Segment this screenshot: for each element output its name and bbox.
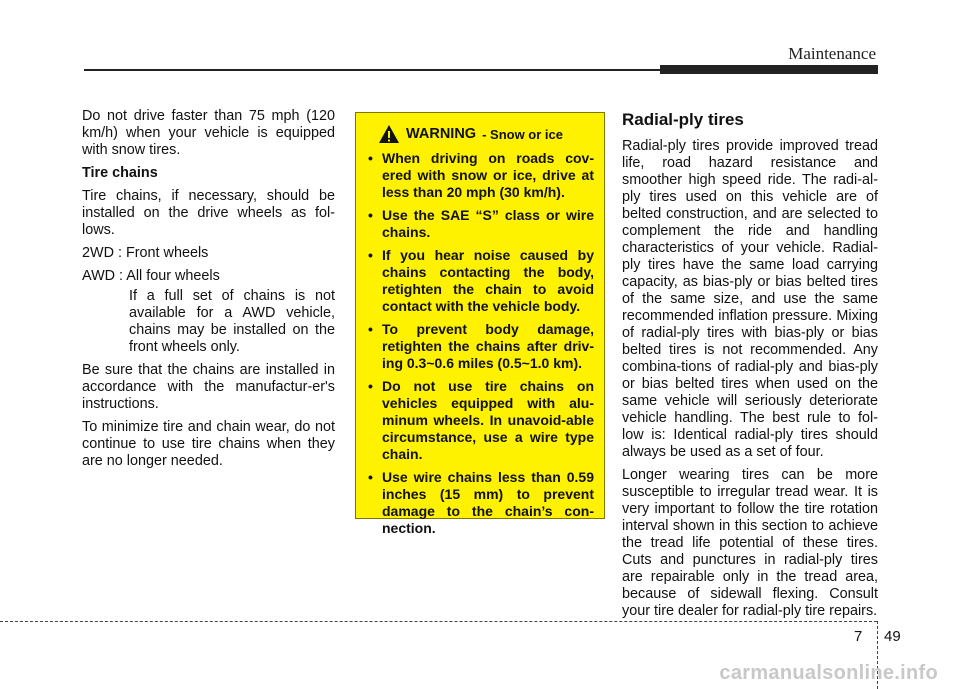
warning-list bbox=[366, 150, 594, 537]
header-bar bbox=[660, 65, 878, 74]
warning-header bbox=[378, 124, 594, 144]
warning-item: • Use the SAE “S” class or wire chains. bbox=[366, 207, 594, 241]
2wd-text: 2WD : Front wheels bbox=[82, 245, 209, 261]
awd-note: If a full set of chains is not available for a AWD vehicle, chains may be installed on the front wheels only. bbox=[129, 288, 335, 355]
tire-chains-text: Tire chains, if necessary, should be installed on the drive wheels as fol-lows. bbox=[82, 188, 335, 238]
chain-wear-text: To minimize tire and chain wear, do not continue to use tire chains when they are no longer needed. bbox=[82, 419, 335, 469]
warning-item: • When driving on roads cov-ered with snow or ice, drive at less than 20 mph (30 km/h). bbox=[366, 150, 594, 201]
header-title: Maintenance bbox=[788, 44, 876, 63]
warning-box bbox=[355, 112, 605, 536]
warning-title: WARNING bbox=[406, 126, 477, 142]
page-number: 49 bbox=[884, 628, 901, 645]
warning-subtitle: - Snow or ice bbox=[482, 126, 563, 142]
warning-item: • Use wire chains less than 0.59 inches (15 mm) to prevent damage to the chain’s con-nection. bbox=[366, 469, 594, 537]
left-column bbox=[82, 108, 335, 476]
warning-item: • To prevent body damage, retighten the chains after driv-ing 0.3~0.6 miles (0.5~1.0 km). bbox=[366, 321, 594, 372]
install-instructions-text: Be sure that the chains are installed in accordance with the manufactur-er's instructions. bbox=[82, 362, 335, 412]
awd-text: AWD : All four wheels bbox=[82, 268, 220, 284]
right-column bbox=[622, 108, 878, 626]
tire-chains-heading: Tire chains bbox=[82, 165, 158, 181]
snow-tire-speed-text: Do not drive faster than 75 mph (120 km/h) when your vehicle is equipped with snow tires. bbox=[82, 108, 335, 158]
warning-item: • If you hear noise caused by chains contacting the body, retighten the chain to avoid contact with the vehicle body. bbox=[366, 247, 594, 315]
watermark: carmanualsonline.info bbox=[719, 662, 938, 684]
warning-triangle-icon bbox=[378, 124, 400, 144]
tire-wear-text: Longer wearing tires can be more susceptible to irregular tread wear. It is very important to follow the tire rotation interval shown in this section to achieve the tread life potential of these tires. Cuts and punctures in radial-ply tires are repairable only in the tread area, because of sidewall flexing. Consult your tire dealer for radial-ply tire repairs. bbox=[622, 467, 878, 619]
radial-ply-heading: Radial-ply tires bbox=[622, 110, 744, 129]
footer-rule bbox=[0, 621, 877, 622]
chapter-number: 7 bbox=[854, 628, 863, 645]
radial-ply-text: Radial-ply tires provide improved tread life, road hazard resistance and smoother high speed ride. The radi-al-ply tires used on this vehicle are of belted construction, and are selected to complement the ride and handling characteristics of your vehicle. Radial-ply tires have the same load carrying capacity, as bias-ply or bias belted tires of the same size, and use the same recommended inflation pressure. Mixing of radial-ply tires with bias-ply or bias belted tires is not recommended. Any combina-tions of radial-ply and bias-ply or bias belted tires when used on the same vehicle will seriously deteriorate vehicle handling. The best rule to fol-low is: Identical radial-ply tires should always be used as a set of four. bbox=[622, 138, 878, 460]
warning-item: • Do not use tire chains on vehicles equipped with alu-minum wheels. In unavoid-able circumstance, use a wire type chain. bbox=[366, 378, 594, 463]
